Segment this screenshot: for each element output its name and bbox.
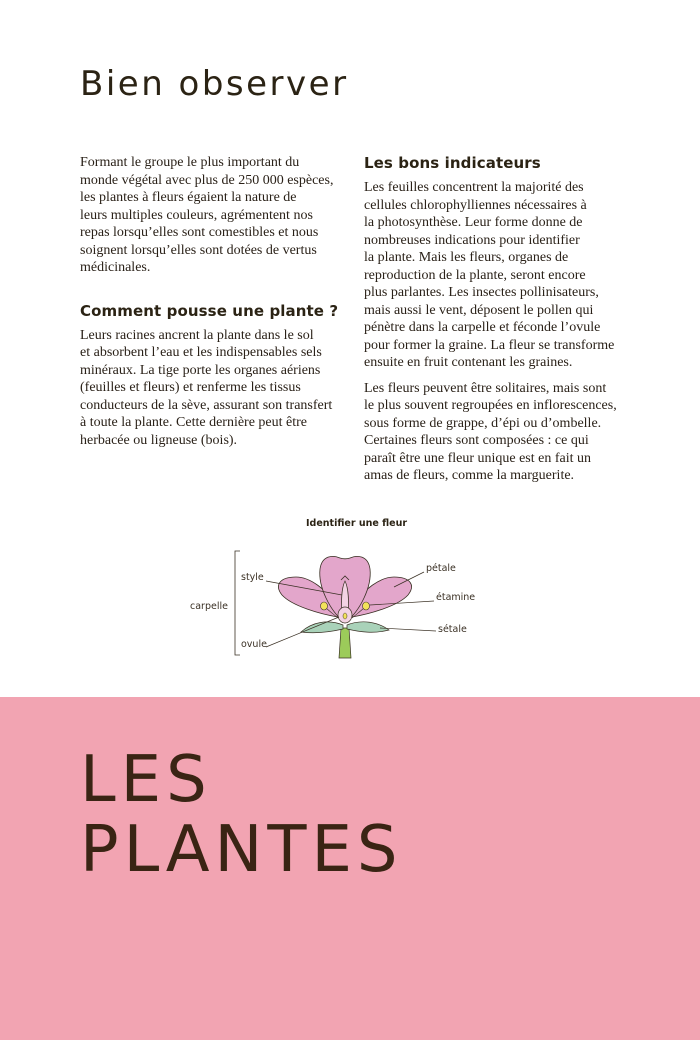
left-anther: [321, 602, 328, 610]
left-column: [80, 154, 342, 449]
label-petale: pétale: [426, 563, 456, 574]
page-title: Bien observer: [80, 64, 349, 104]
indicators-paragraph-1: Les feuilles concentrent la majorité des cellules chlorophylliennes nécessaires à la photosynthèse. Leur forme donne de nombreuses indications pour identifier la plante. Mais les fleurs, organes de reproduction de la plante, seront encore plus parlantes. Les insectes pollinisateurs, mais aussi le vent, déposent le pollen qui pénètre dans la carpelle et féconde l’ovule pour former la graine. La fleur se transforme ensuite en fruit contenant les graines.: [364, 180, 615, 370]
intro-paragraph: Formant le groupe le plus important du monde végétal avec plus de 250 000 espèces, les plantes à fleurs égaient la nature de leurs multiples couleurs, agrémentent nos repas lorsqu’elles sont comestibles et nous soignent lorsqu’elles sont dotées de vertus médicinales.: [80, 155, 334, 275]
left-sepal: [301, 622, 343, 633]
flower-stem: [339, 628, 351, 658]
label-ovule: ovule: [241, 639, 267, 650]
right-sepal: [347, 622, 389, 632]
ovule: [343, 613, 347, 619]
label-setale: sétale: [438, 624, 467, 635]
carpelle-bracket: [235, 551, 240, 655]
growth-heading: Comment pousse une plante ?: [80, 301, 339, 320]
indicators-paragraph-2: Les fleurs peuvent être solitaires, mais sont le plus souvent regroupées en inflorescences, sous forme de grappe, d’épi ou d’ombelle. Certaines fleurs sont composées : ce qui paraît être une fleur unique est en fait un amas de fleurs, comme la marguerite.: [364, 380, 617, 483]
figure-title: Identifier une fleur: [306, 518, 408, 529]
right-anther: [363, 602, 370, 610]
growth-paragraph: Leurs racines ancrent la plante dans le sol et absorbent l’eau et les indispensables sels minéraux. La tige porte les organes aériens (feuilles et fleurs) et renferme les tissus conducteurs de la sève, assurant son transfert à toute la plante. Cette dernière peut être herbacée ou ligneuse (bois).: [80, 327, 333, 448]
label-style: style: [241, 572, 264, 583]
label-etamine: étamine: [436, 592, 476, 603]
right-column: [364, 154, 626, 485]
label-carpelle: carpelle: [190, 601, 228, 612]
indicators-heading: Les bons indicateurs: [364, 154, 541, 172]
banner-title: LES PLANTES: [80, 743, 403, 887]
